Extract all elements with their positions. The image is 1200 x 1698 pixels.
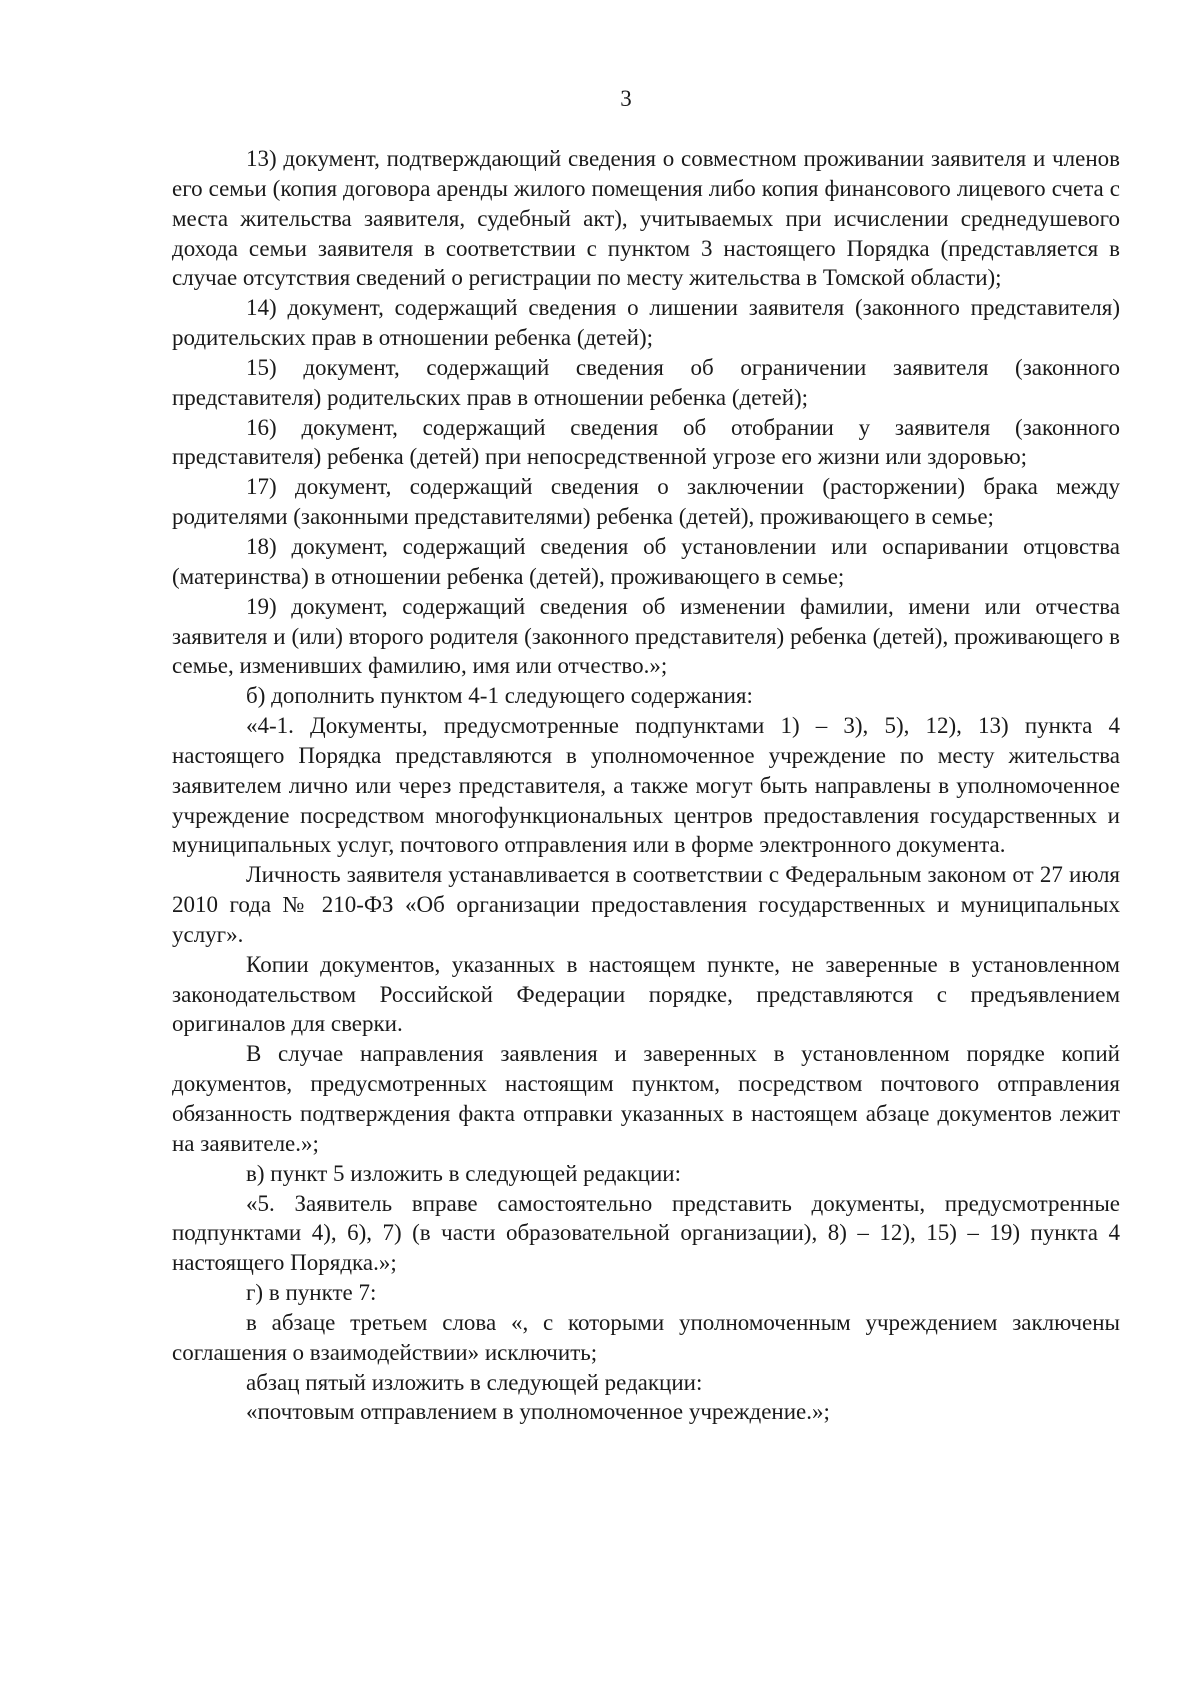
paragraph-item-17: 17) документ, содержащий сведения о заключении (расторжении) брака между родителями (законными представителями) ребенка (детей), проживающего в семье; [172, 474, 1120, 530]
paragraph-item-19: 19) документ, содержащий сведения об изменении фамилии, имени или отчества заявителя и (или) второго родителя (законного представителя) ребенка (детей), проживающего в семье, изменивших фамилию, имя или отчество.»; [172, 593, 1120, 679]
paragraph-item-14: 14) документ, содержащий сведения о лишении заявителя (законного представителя) родительских прав в отношении ребенка (детей); [172, 295, 1120, 351]
paragraph-postal: В случае направления заявления и заверенных в установленном порядке копий документов, предусмотренных настоящим пунктом, посредством почтового отправления обязанность подтверждения факта отправки указанных в настоящем абзаце документов лежит на заявителе.»; [172, 1041, 1120, 1156]
paragraph-point-4-1: «4-1. Документы, предусмотренные подпунктами 1) – 3), 5), 12), 13) пункта 4 настоящего Порядка представляются в уполномоченное учреждение по месту жительства заявителем лично или через представителя, а также могут быть направлены в уполномоченное учреждение посредством многофункциональных центров предоставления государственных и муниципальных услуг, почтового отправления или в форме электронного документа. [172, 713, 1120, 858]
paragraph-item-16: 16) документ, содержащий сведения об отобрании у заявителя (законного представителя) ребенка (детей) при непосредственной угрозе его жизни или здоровью; [172, 414, 1120, 470]
paragraph-fifth-abzac: абзац пятый изложить в следующей редакции: [246, 1369, 703, 1395]
document-body [172, 144, 1120, 1427]
paragraph-amendment-v: в) пункт 5 изложить в следующей редакции: [246, 1160, 681, 1186]
paragraph-item-13: 13) документ, подтверждающий сведения о совместном проживании заявителя и членов его семьи (копия договора аренды жилого помещения либо копия финансового лицевого счета с места жительства заявителя, судебный акт), учитываемых при исчислении среднедушевого дохода семьи заявителя в соответствии с пунктом 3 настоящего Порядка (представляется в случае отсутствия сведений о регистрации по месту жительства в Томской области); [172, 146, 1120, 291]
paragraph-identity: Личность заявителя устанавливается в соответствии с Федеральным законом от 27 июля 2010 года № 210-ФЗ «Об организации предоставления государственных и муниципальных услуг». [172, 862, 1120, 947]
paragraph-third-abzac: в абзаце третьем слова «, с которыми уполномоченным учреждением заключены соглашения о взаимодействии» исключить; [172, 1309, 1120, 1365]
paragraph-amendment-g: г) в пункте 7: [246, 1280, 377, 1306]
page-number: 3 [620, 86, 632, 111]
paragraph-item-15: 15) документ, содержащий сведения об ограничении заявителя (законного представителя) родительских прав в отношении ребенка (детей); [172, 354, 1120, 410]
paragraph-point-5: «5. Заявитель вправе самостоятельно представить документы, предусмотренные подпунктами 4), 6), 7) (в части образовательной организации), 8) – 12), 15) – 19) пункта 4 настоящего Порядка.»; [172, 1190, 1120, 1276]
paragraph-amendment-b: б) дополнить пунктом 4-1 следующего содержания: [246, 683, 753, 709]
paragraph-item-18: 18) документ, содержащий сведения об установлении или оспаривании отцовства (материнства) в отношении ребенка (детей), проживающего в семье; [172, 533, 1120, 589]
paragraph-copies: Копии документов, указанных в настоящем пункте, не заверенные в установленном законодательством Российской Федерации порядке, представляются с предъявлением оригиналов для сверки. [172, 951, 1120, 1037]
paragraph-postal-new: «почтовым отправлением в уполномоченное учреждение.»; [246, 1399, 830, 1425]
